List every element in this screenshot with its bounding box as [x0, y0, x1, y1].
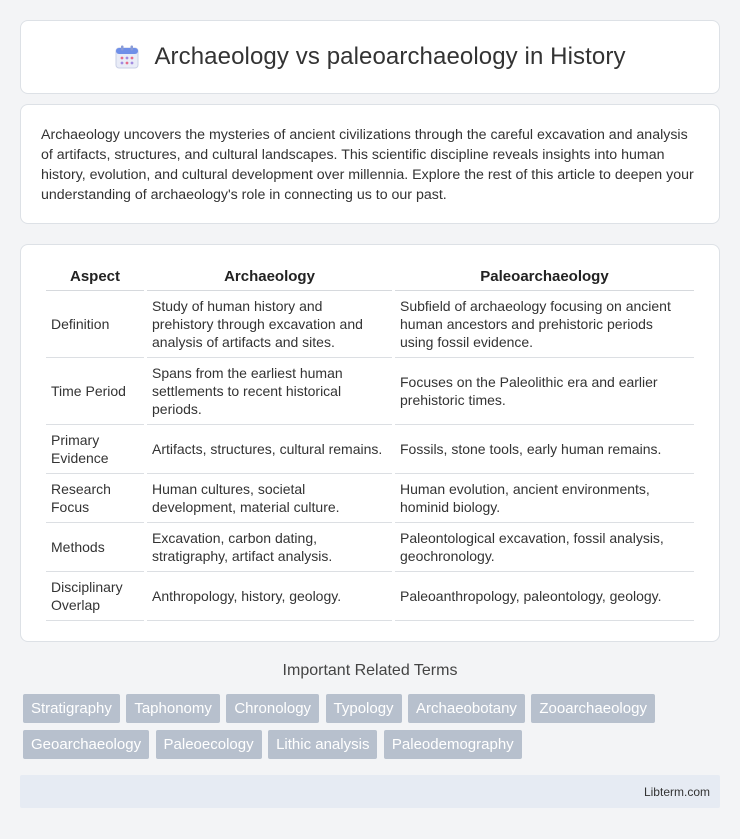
tag-paleodemography[interactable]: Paleodemography	[384, 730, 522, 759]
tag-lithic-analysis[interactable]: Lithic analysis	[268, 730, 377, 759]
tag-taphonomy[interactable]: Taphonomy	[126, 694, 220, 723]
aspect-cell: Disciplinary Overlap	[46, 572, 144, 621]
footer	[20, 775, 720, 808]
archaeology-cell: Anthropology, history, geology.	[147, 572, 392, 621]
tag-chronology[interactable]: Chronology	[226, 694, 319, 723]
archaeology-cell: Study of human history and prehistory through excavation and analysis of artifacts and sites.	[147, 291, 392, 358]
archaeology-cell: Artifacts, structures, cultural remains.	[147, 425, 392, 474]
table-row	[46, 425, 694, 474]
archaeology-cell: Excavation, carbon dating, stratigraphy, artifact analysis.	[147, 523, 392, 572]
tag-stratigraphy[interactable]: Stratigraphy	[23, 694, 120, 723]
table-row	[46, 523, 694, 572]
header-archaeology: Archaeology	[147, 265, 392, 291]
aspect-cell: Research Focus	[46, 474, 144, 523]
aspect-cell: Time Period	[46, 358, 144, 425]
archaeology-cell: Human cultures, societal development, material culture.	[147, 474, 392, 523]
tag-geoarchaeology[interactable]: Geoarchaeology	[23, 730, 149, 759]
table-header-row	[46, 265, 694, 291]
archaeology-cell: Spans from the earliest human settlements to recent historical periods.	[147, 358, 392, 425]
table-row	[46, 358, 694, 425]
intro-text: Archaeology uncovers the mysteries of ancient civilizations through the careful excavation and analysis of artifacts, structures, and cultural landscapes. This scientific discipline reveals insights into human history, evolution, and cultural development over millennia. Explore the rest of this article to deepen your understanding of archaeology's role in connecting us to our past.	[41, 127, 694, 203]
tag-paleoecology[interactable]: Paleoecology	[156, 730, 262, 759]
comparison-table	[43, 265, 697, 621]
intro-card	[20, 104, 720, 224]
table-row	[46, 291, 694, 358]
paleoarchaeology-cell: Fossils, stone tools, early human remains.	[395, 425, 694, 474]
tag-zooarchaeology[interactable]: Zooarchaeology	[531, 694, 655, 723]
related-terms-list	[23, 694, 723, 766]
header-paleoarchaeology: Paleoarchaeology	[395, 265, 694, 291]
footer-site-link[interactable]: Libterm.com	[643, 784, 710, 799]
calendar-icon	[114, 44, 140, 70]
comparison-table-card	[20, 244, 720, 642]
table-row	[46, 572, 694, 621]
paleoarchaeology-cell: Focuses on the Paleolithic era and earlier prehistoric times.	[395, 358, 694, 425]
paleoarchaeology-cell: Human evolution, ancient environments, hominid biology.	[395, 474, 694, 523]
related-terms-title: Important Related Terms	[282, 662, 458, 679]
table-row	[46, 474, 694, 523]
aspect-cell: Definition	[46, 291, 144, 358]
header-aspect: Aspect	[46, 265, 144, 291]
tag-archaeobotany[interactable]: Archaeobotany	[408, 694, 525, 723]
title-card	[20, 20, 720, 94]
paleoarchaeology-cell: Subfield of archaeology focusing on ancient human ancestors and prehistoric periods using fossil evidence.	[395, 291, 694, 358]
tag-typology[interactable]: Typology	[326, 694, 402, 723]
paleoarchaeology-cell: Paleontological excavation, fossil analysis, geochronology.	[395, 523, 694, 572]
page-title: Archaeology vs paleoarchaeology in History	[154, 43, 626, 70]
aspect-cell: Primary Evidence	[46, 425, 144, 474]
paleoarchaeology-cell: Paleoanthropology, paleontology, geology.	[395, 572, 694, 621]
aspect-cell: Methods	[46, 523, 144, 572]
